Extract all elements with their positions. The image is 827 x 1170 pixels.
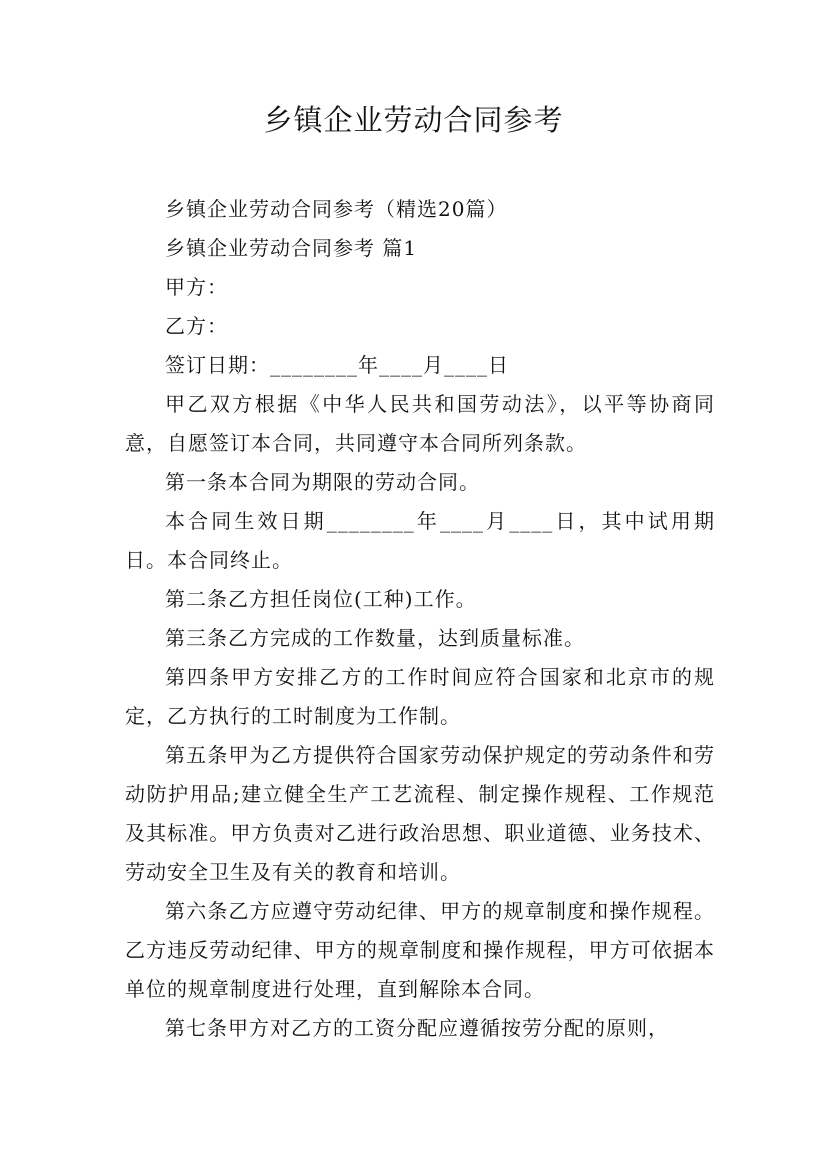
paragraph-article-4: 第四条甲方安排乙方的工作时间应符合国家和北京市的规定，乙方执行的工时制度为工作制。 — [125, 665, 715, 728]
paragraph-article-7: 第七条甲方对乙方的工资分配应遵循按劳分配的原则， — [165, 1016, 669, 1040]
paragraph-party-b: 乙方： — [165, 314, 228, 338]
paragraph-article-5: 第五条甲为乙方提供符合国家劳动保护规定的劳动条件和劳动防护用品;建立健全生产工艺流程、制定操作规程、工作规范及其标准。甲方负责对乙进行政治思想、职业道德、业务技术、劳动安全卫生及有关的教育和培训。 — [125, 743, 715, 884]
paragraph-party-a: 甲方： — [165, 275, 228, 299]
document-body — [125, 190, 715, 1048]
paragraph-preamble: 甲乙双方根据《中华人民共和国劳动法》，以平等协商同意，自愿签订本合同，共同遵守本合同所列条款。 — [125, 392, 715, 455]
document-title: 乡镇企业劳动合同参考 — [263, 103, 564, 137]
paragraph-sign-date: 签订日期：________年____月____日 — [165, 353, 509, 377]
paragraph-article-1: 第一条本合同为期限的劳动合同。 — [165, 470, 480, 494]
paragraph-article-6: 第六条乙方应遵守劳动纪律、甲方的规章制度和操作规程。乙方违反劳动纪律、甲方的规章制度和操作规程，甲方可依据本单位的规章制度进行处理，直到解除本合同。 — [125, 899, 715, 1001]
paragraph-article-3: 第三条乙方完成的工作数量，达到质量标准。 — [165, 626, 585, 650]
paragraph-subtitle: 乡镇企业劳动合同参考（精选20篇） — [165, 197, 508, 221]
paragraph-effective-date: 本合同生效日期________年____月____日，其中试用期日。本合同终止。 — [125, 509, 715, 572]
paragraph-heading-part1: 乡镇企业劳动合同参考 篇1 — [165, 236, 418, 260]
paragraph-article-2: 第二条乙方担任岗位(工种)工作。 — [165, 587, 477, 611]
